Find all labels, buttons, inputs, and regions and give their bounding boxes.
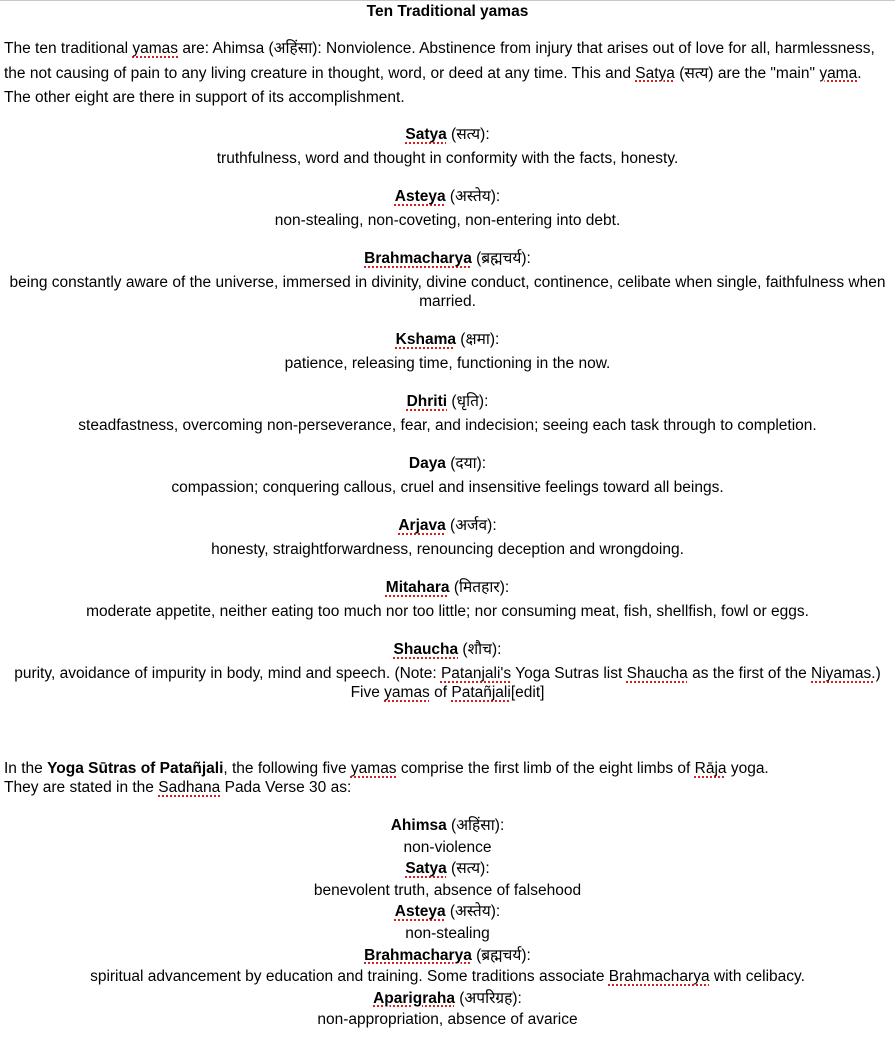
- spellcheck-word[interactable]: Brahmacharya: [608, 968, 710, 986]
- intro-text: Pada Verse 30 as:: [220, 779, 352, 796]
- yama-heading: [8, 516, 887, 535]
- yama-name: Ahimsa: [390, 817, 447, 834]
- yama-name[interactable]: Aparigraha: [373, 989, 455, 1007]
- yama-script: (क्षमा):: [455, 331, 500, 348]
- yama-definition: [8, 966, 887, 988]
- yama-script: (मितहार):: [449, 579, 510, 596]
- spellcheck-word[interactable]: Shaucha: [626, 665, 688, 682]
- top-border: [0, 0, 895, 1]
- yama-entry-shaucha: [8, 640, 887, 702]
- section-subheading: [8, 683, 887, 702]
- subheading-text: of: [429, 684, 452, 701]
- yama-name[interactable]: Kshama: [395, 331, 456, 348]
- yama-definition: truthfulness, word and thought in conformity with the facts, honesty.: [216, 150, 679, 167]
- yama-script: (अहिंसा):: [446, 817, 505, 834]
- intro-text: yoga.: [726, 760, 769, 777]
- yama-heading: [8, 125, 887, 144]
- yama-heading: [8, 187, 887, 206]
- yama-name: Daya: [408, 455, 446, 472]
- yama-name[interactable]: Satya: [405, 860, 447, 878]
- yama-heading: [8, 454, 887, 473]
- spellcheck-word[interactable]: yamas: [132, 40, 179, 57]
- yama-heading: [8, 249, 887, 268]
- edit-link[interactable]: [edit]: [510, 684, 545, 701]
- yama-script: (अस्तेय):: [445, 188, 501, 205]
- yama-heading: [8, 988, 887, 1010]
- yama-heading: [8, 901, 887, 923]
- yama-script: (अपरिग्रह):: [454, 989, 522, 1007]
- yama-definition: patience, releasing time, functioning in the now.: [284, 355, 611, 372]
- spellcheck-word[interactable]: yamas: [384, 684, 430, 701]
- definition-text: as the first of the: [687, 665, 812, 682]
- intro-line: [4, 759, 884, 778]
- yama-entry-satya: [8, 125, 887, 168]
- definition-text: with celibacy.: [709, 968, 805, 986]
- yama-entry-kshama: [8, 330, 887, 373]
- yama-definition: honesty, straightforwardness, renouncing deception and wrongdoing.: [211, 541, 684, 558]
- yama-entry-arjava: [8, 516, 887, 559]
- yama-heading: [8, 815, 887, 837]
- intro-text: . The other eight are there in support of its accomplishment.: [4, 64, 862, 106]
- yama-definition: moderate appetite, neither eating too much nor too little; nor consuming meat, fish, shellfish, fowl or eggs.: [86, 603, 809, 620]
- yama-script: (ब्रह्मचर्य):: [471, 946, 531, 964]
- intro-text: In the: [4, 760, 48, 777]
- intro-text: The ten traditional: [4, 40, 133, 57]
- yama-heading: [8, 858, 887, 880]
- yama-heading: [8, 578, 887, 597]
- yama-name[interactable]: Brahmacharya: [364, 250, 472, 267]
- title-text: Ten Traditional yamas: [366, 3, 529, 20]
- yama-script: (शौच):: [458, 641, 502, 658]
- intro-text: comprise the first limb of the eight limbs of: [396, 760, 695, 777]
- yama-name[interactable]: Dhriti: [406, 393, 448, 410]
- yama-heading: [8, 330, 887, 349]
- yama-definition: being constantly aware of the universe, immersed in divinity, divine conduct, continence, celibate when single, faithfulness when married.: [9, 274, 886, 310]
- yama-entry-asteya: [8, 187, 887, 230]
- yama-name[interactable]: Asteya: [394, 188, 446, 205]
- yama-script: (अस्तेय):: [445, 903, 501, 921]
- yama-definition: [8, 664, 887, 683]
- yama-entry-daya: [8, 454, 887, 497]
- bold-link[interactable]: Yoga Sūtras of Patañjali: [47, 760, 224, 777]
- yama-definition: benevolent truth, absence of falsehood: [313, 881, 582, 899]
- spellcheck-word[interactable]: Patanjali's: [440, 665, 512, 682]
- yama-definition: non-violence: [403, 838, 492, 856]
- spellcheck-word[interactable]: yama: [819, 64, 858, 82]
- yama-definition: non-appropriation, absence of avarice: [317, 1011, 578, 1029]
- yama-entry-brahmacharya: [8, 249, 887, 311]
- definition-text: Yoga Sutras list: [511, 665, 627, 682]
- spellcheck-word[interactable]: Rāja: [694, 760, 727, 777]
- yama-name[interactable]: Shaucha: [393, 641, 459, 658]
- definition-text: purity, avoidance of impurity in body, mind and speech. (Note:: [14, 665, 441, 682]
- yama-script: (धृति):: [447, 393, 489, 410]
- spellcheck-word[interactable]: Niyamas.: [811, 665, 876, 682]
- intro-text: are: Ahimsa (अहिंसा): Nonviolence. Abstinence from injury that arises out of love for all, harmlessness, the not causing of pain to any living creature in thought, word, or deed at any time. This and: [4, 40, 875, 82]
- yama-script: (सत्य):: [446, 126, 490, 143]
- spellcheck-word[interactable]: Sadhana: [158, 779, 221, 796]
- yama-heading: [8, 640, 887, 659]
- yama-definition: non-stealing: [405, 924, 490, 942]
- yama-entry-dhriti: [8, 392, 887, 435]
- yama-entry-mitahara: [8, 578, 887, 621]
- page-title: [0, 2, 895, 21]
- yama-definition: steadfastness, overcoming non-perseverance, fear, and indecision; seeing each task through to completion.: [78, 417, 817, 434]
- yama-definition: non-stealing, non-coveting, non-entering into debt.: [274, 212, 621, 229]
- yama-script: (ब्रह्मचर्य):: [471, 250, 531, 267]
- yama-definition: compassion; conquering callous, cruel and insensitive feelings toward all beings.: [171, 479, 724, 496]
- definition-text: ): [875, 665, 881, 682]
- subheading-text: Five: [350, 684, 385, 701]
- intro-paragraph: [4, 37, 884, 111]
- yama-heading: [8, 945, 887, 967]
- intro-text: , the following five: [223, 760, 351, 777]
- spellcheck-word[interactable]: yamas: [350, 760, 397, 777]
- yama-name[interactable]: Satya: [405, 126, 447, 143]
- spellcheck-word[interactable]: Satya: [635, 64, 675, 82]
- intro-text: They are stated in the: [4, 779, 159, 796]
- intro-text: (सत्य) are the "main": [674, 64, 820, 82]
- spellcheck-word[interactable]: Patañjali: [451, 684, 511, 701]
- yama-name[interactable]: Mitahara: [385, 579, 450, 596]
- yama-script: (सत्य):: [446, 860, 490, 878]
- five-yamas-list: [8, 815, 887, 1031]
- yama-name[interactable]: Asteya: [394, 903, 446, 921]
- yama-name[interactable]: Arjava: [398, 517, 446, 534]
- yama-name[interactable]: Brahmacharya: [364, 946, 472, 964]
- yama-heading: [8, 392, 887, 411]
- yama-script: (दया):: [445, 455, 487, 472]
- definition-text: spiritual advancement by education and training. Some traditions associate: [90, 968, 609, 986]
- yama-script: (अर्जव):: [445, 517, 497, 534]
- patanjali-intro-paragraph: [4, 759, 884, 797]
- intro-line: [4, 778, 884, 797]
